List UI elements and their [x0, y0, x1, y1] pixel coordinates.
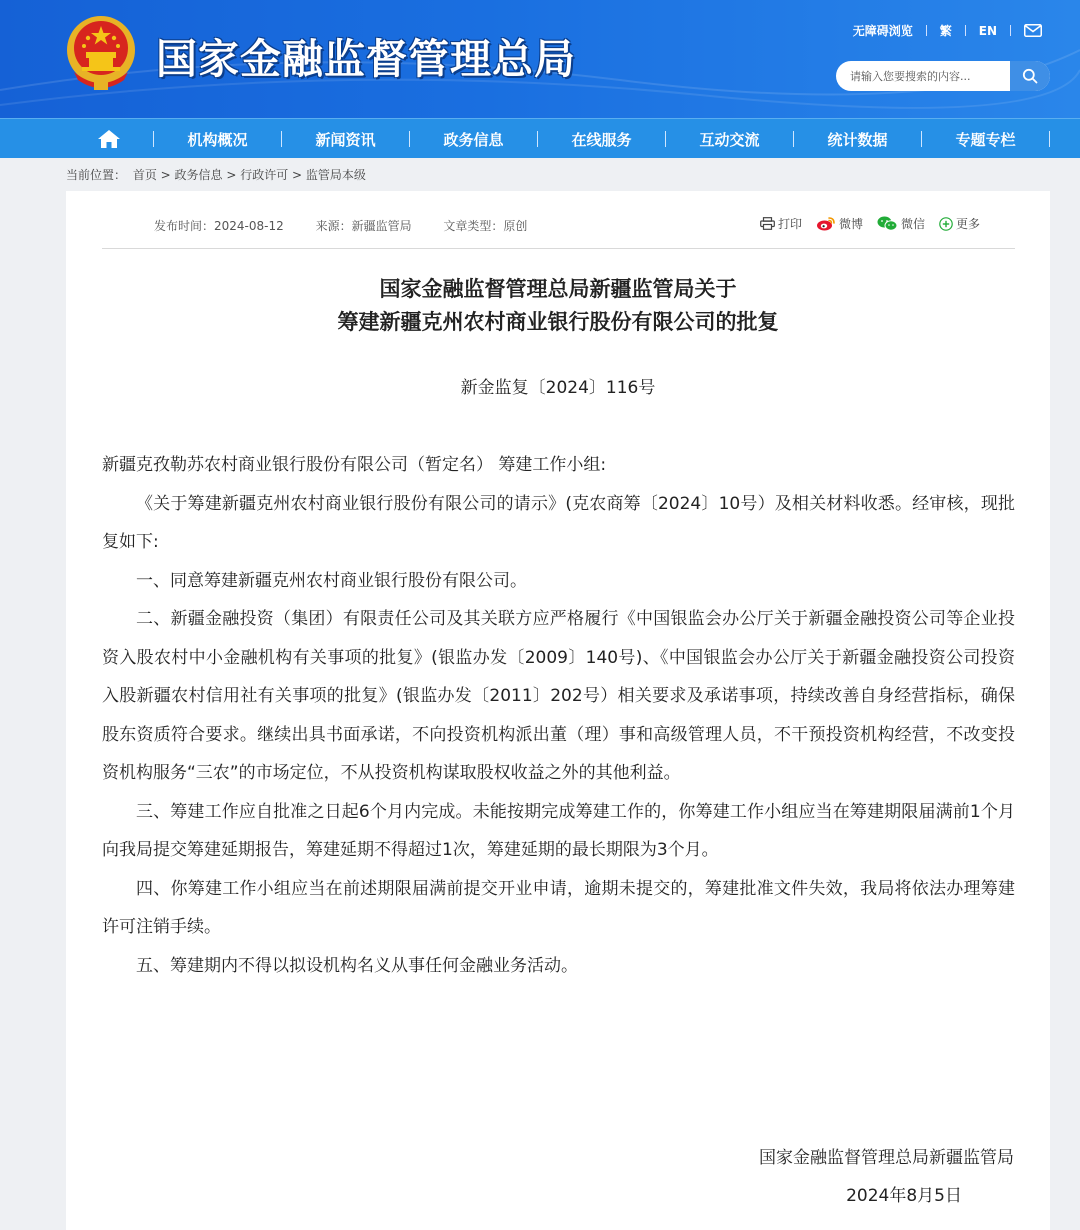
- nav-item-special-topics[interactable]: 专题专栏: [955, 130, 1016, 149]
- print-button[interactable]: [760, 215, 802, 232]
- divider: [102, 248, 1015, 249]
- article-type: 文章类型：原创: [443, 219, 528, 233]
- main-nav: [0, 118, 1080, 158]
- wechat-share-button[interactable]: [877, 215, 925, 232]
- salutation: 新疆克孜勒苏农村商业银行股份有限公司（暂定名） 筹建工作小组:: [102, 455, 607, 475]
- more-label: 更多: [956, 217, 981, 231]
- nav-item-institution[interactable]: 机构概况: [187, 130, 248, 149]
- mail-icon[interactable]: [1024, 24, 1042, 37]
- body-paragraph: 《关于筹建新疆克州农村商业银行股份有限公司的请示》(克农商筹〔2024〕10号）及相关材料收悉。经审核，现批复如下:: [102, 493, 1015, 552]
- national-emblem-icon: [64, 14, 138, 92]
- nav-item-statistics[interactable]: 统计数据: [827, 130, 888, 149]
- wechat-label: 微信: [901, 217, 926, 231]
- article-title: [66, 273, 1050, 339]
- separator: [1010, 25, 1011, 36]
- accessible-browse-link[interactable]: 无障碍浏览: [852, 24, 913, 38]
- nav-separator: [409, 131, 410, 147]
- article-body: [102, 446, 1015, 985]
- body-paragraph: 二、新疆金融投资（集团）有限责任公司及其关联方应严格履行《中国银监会办公厅关于新疆金融投资公司等企业投资入股农村中小金融机构有关事项的批复》(银监办发〔2009〕140号)、《中国银监会办公厅关于新疆金融投资公司投资入股新疆农村信用社有关事项的批复》(银监办发〔2011〕202号）相关要求及承诺事项，持续改善自身经营指标，确保股东资质符合要求。继续出具书面承诺，不向投资机构派出董（理）事和高级管理人员，不干预投资机构经营，不改变投资机构服务“三农”的市场定位，不从投资机构谋取股权收益之外的其他利益。: [102, 609, 1015, 783]
- search-input[interactable]: [836, 61, 1010, 91]
- nav-home[interactable]: [84, 119, 134, 159]
- separator: [926, 25, 927, 36]
- body-paragraph: 四、你筹建工作小组应当在前述期限届满前提交开业申请，逾期未提交的，筹建批准文件失效，我局将依法办理筹建许可注销手续。: [102, 878, 1015, 937]
- search-button[interactable]: [1010, 61, 1050, 91]
- breadcrumb-path[interactable]: 首页 > 政务信息 > 行政许可 > 监管局本级: [132, 168, 366, 182]
- body-paragraph: 三、筹建工作应自批准之日起6个月内完成。未能按期完成筹建工作的，你筹建工作小组应当在筹建期限届满前1个月向我局提交筹建延期报告，筹建延期不得超过1次，筹建延期的最长期限为3个月。: [102, 801, 1015, 860]
- article-container: [66, 191, 1050, 1230]
- more-share-button[interactable]: [939, 215, 980, 232]
- signature-block: [759, 1139, 1014, 1215]
- traditional-chinese-link[interactable]: 繁: [939, 24, 952, 38]
- publish-time: 发布时间：2024-08-12: [154, 219, 284, 233]
- site-title: 国家金融监督管理总局: [156, 35, 576, 83]
- weibo-icon: [816, 216, 836, 231]
- nav-separator: [793, 131, 794, 147]
- document-number: 新金监复〔2024〕116号: [460, 378, 656, 398]
- article-title-line2: 筹建新疆克州农村商业银行股份有限公司的批复: [337, 310, 779, 334]
- search-icon: [1022, 68, 1038, 84]
- nav-separator: [537, 131, 538, 147]
- nav-item-interaction[interactable]: 互动交流: [699, 130, 760, 149]
- nav-item-online-service[interactable]: 在线服务: [571, 130, 632, 149]
- article-title-line1: 国家金融监督管理总局新疆监管局关于: [379, 277, 737, 301]
- english-link[interactable]: EN: [978, 23, 997, 38]
- breadcrumb: [66, 166, 369, 183]
- signature-org: 国家金融监督管理总局新疆监管局: [759, 1148, 1014, 1168]
- nav-separator: [281, 131, 282, 147]
- body-paragraph: 一、同意筹建新疆克州农村商业银行股份有限公司。: [136, 570, 527, 591]
- nav-item-government-info[interactable]: 政务信息: [443, 130, 504, 149]
- site-header: [0, 0, 1080, 118]
- nav-separator: [665, 131, 666, 147]
- breadcrumb-label: 当前位置：: [66, 168, 127, 182]
- weibo-share-button[interactable]: [816, 215, 863, 232]
- body-paragraph: 五、筹建期内不得以拟设机构名义从事任何金融业务活动。: [136, 955, 578, 976]
- signature-date: 2024年8月5日: [846, 1186, 962, 1206]
- search-box: [836, 61, 1050, 91]
- nav-separator: [153, 131, 154, 147]
- wechat-icon: [877, 216, 898, 231]
- home-icon: [97, 129, 121, 149]
- share-bar: [760, 215, 980, 232]
- nav-separator: [1049, 131, 1050, 147]
- article-source: 来源：新疆监管局: [315, 219, 412, 233]
- nav-item-news[interactable]: 新闻资讯: [315, 130, 376, 149]
- plus-circle-icon: [939, 217, 953, 231]
- printer-icon: [760, 217, 775, 230]
- separator: [965, 25, 966, 36]
- print-label: 打印: [778, 217, 803, 231]
- weibo-label: 微博: [839, 217, 864, 231]
- top-links: [853, 22, 1042, 39]
- article-meta: [154, 217, 555, 234]
- nav-separator: [921, 131, 922, 147]
